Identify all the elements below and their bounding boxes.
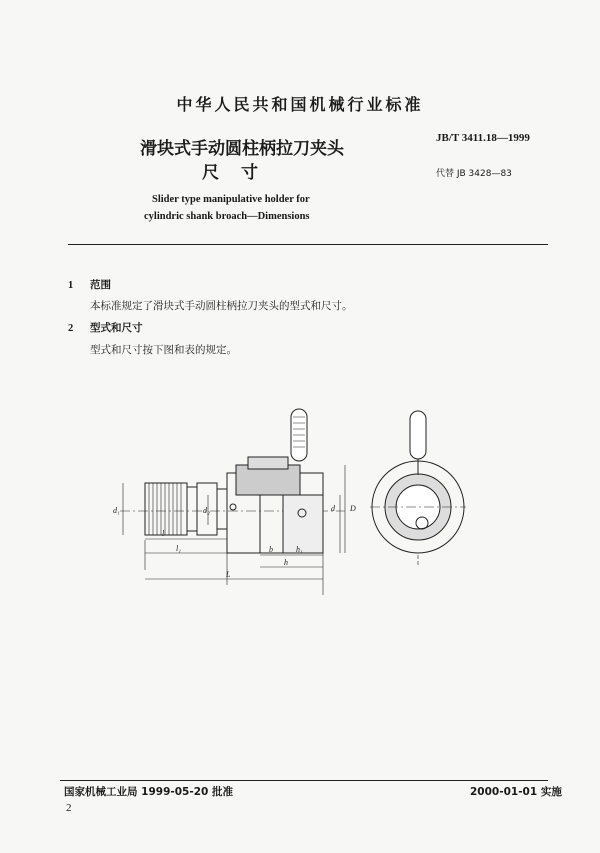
label-h1: h₁ bbox=[296, 545, 303, 554]
replaces-standard: 代替 JB 3428—83 bbox=[436, 169, 512, 179]
side-view-handle bbox=[410, 411, 426, 459]
standard-number: JB/T 3411.18—1999 bbox=[436, 132, 530, 144]
approval-line: 国家机械工业局 1999-05-20 批准 bbox=[64, 786, 233, 798]
effective-date: 2000-01-01 实施 bbox=[470, 786, 562, 798]
section-number: 2 bbox=[68, 323, 74, 334]
section-1-heading bbox=[68, 277, 111, 292]
standard-title-cn: 滑块式手动圆柱柄拉刀夹头 bbox=[140, 139, 344, 159]
section-title: 范围 bbox=[90, 279, 111, 291]
section-2-heading bbox=[68, 320, 143, 335]
section-number: 1 bbox=[68, 280, 74, 291]
standard-title-en bbox=[144, 191, 310, 225]
title-en-line2: cylindric shank broach—Dimensions bbox=[144, 211, 310, 222]
label-l: l bbox=[162, 529, 165, 538]
section-1-text: 本标准规定了滑块式手动圆柱柄拉刀夹头的型式和尺寸。 bbox=[90, 300, 353, 312]
thread-lines bbox=[149, 483, 181, 535]
holder-drawing bbox=[0, 395, 600, 610]
label-d1: d₁ bbox=[113, 506, 120, 515]
footer-divider bbox=[60, 780, 548, 781]
label-D: D bbox=[350, 504, 356, 513]
label-d2: d₂ bbox=[203, 506, 210, 515]
header-divider bbox=[68, 244, 548, 245]
page-number: 2 bbox=[66, 802, 72, 814]
label-l1: l₁ bbox=[176, 544, 182, 553]
label-L: L bbox=[226, 570, 231, 579]
label-h: h bbox=[284, 558, 288, 567]
label-b: b bbox=[269, 545, 273, 554]
title-en-line1: Slider type manipulative holder for bbox=[152, 194, 310, 205]
section-2-text: 型式和尺寸按下图和表的规定。 bbox=[90, 344, 237, 356]
standard-subtitle-cn: 尺寸 bbox=[202, 163, 280, 183]
label-d: d bbox=[331, 504, 335, 513]
issuing-authority-title: 中华人民共和国机械行业标准 bbox=[176, 95, 424, 114]
section-title: 型式和尺寸 bbox=[90, 322, 143, 334]
